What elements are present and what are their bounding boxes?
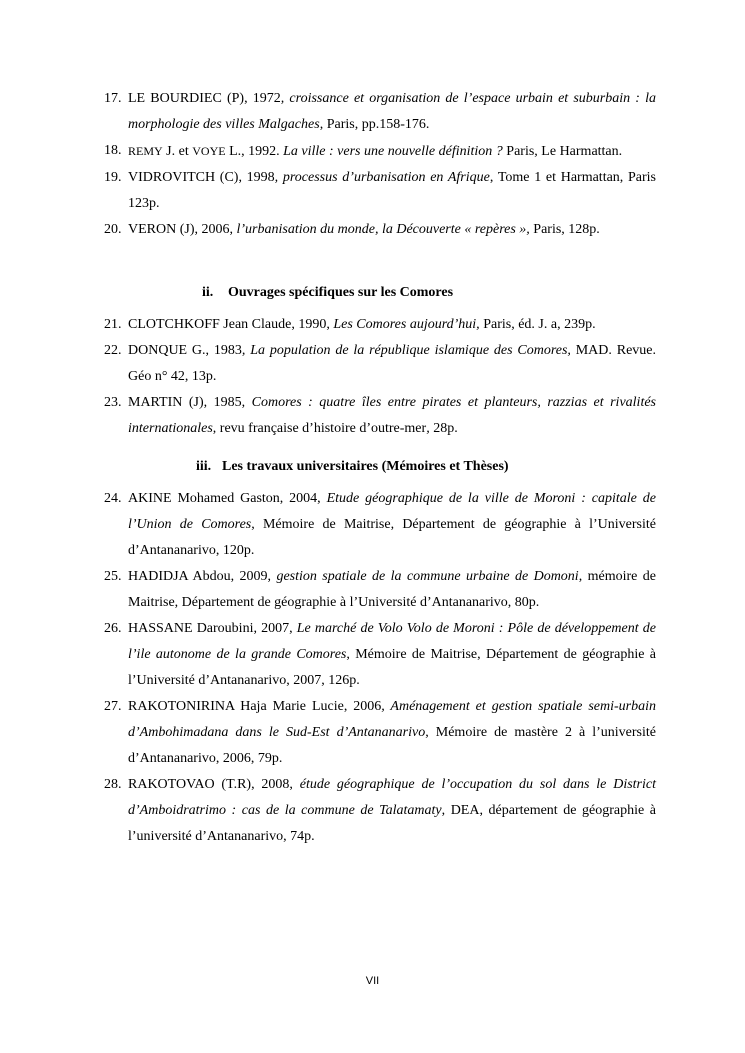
entry-text: REMY	[128, 144, 163, 158]
bibliography-entry	[104, 564, 656, 616]
entry-text: HASSANE Daroubini, 2007,	[128, 621, 297, 636]
bibliography-entry	[104, 217, 656, 243]
entry-title-italic: ,	[426, 421, 430, 436]
bibliography-entry	[104, 138, 656, 165]
entry-text: , mémoire de Maitrise, Département de géographie à l’Université d’Antananarivo, 80p.	[128, 569, 656, 610]
entry-title-italic: étude géographique de l’occupation du sol dans le District d’Amboidratrimo : cas de la commune de Talatamaty	[128, 777, 656, 818]
section-number: iii.	[196, 459, 212, 474]
entry-text: CLOTCHKOFF Jean Claude, 1990,	[128, 317, 334, 332]
bibliography-entry	[104, 338, 656, 390]
entry-number: 22.	[104, 343, 122, 358]
entry-text: Paris, 128p.	[529, 222, 600, 237]
entry-title-italic: l’urbanisation du monde, la Découverte « repères »,	[236, 222, 530, 237]
entry-number: 25.	[104, 569, 122, 584]
section-title: Ouvrages spécifiques sur les Comores	[228, 285, 454, 300]
bibliography-list-general	[104, 86, 656, 243]
entry-number: 24.	[104, 491, 122, 506]
entry-text: HADIDJA Abdou, 2009,	[128, 569, 277, 584]
entry-text: , DEA, département de géographie à l’université d’Antananarivo, 74p.	[128, 803, 656, 844]
section-heading-ii	[202, 283, 453, 303]
entry-title-italic: La ville : vers une nouvelle définition ?	[283, 144, 503, 159]
entry-text: VIDROVITCH (C), 1998	[128, 170, 275, 185]
entry-title-italic: Le marché de Volo Volo de Moroni : Pôle de développement de l’ile autonome de la grande Comores	[128, 621, 656, 662]
section-title: Les travaux universitaires (Mémoires et Thèses)	[222, 459, 509, 474]
entry-text: , Mémoire de Maitrise, Département de géographie à l’Université d’Antananarivo, 120p.	[128, 517, 656, 558]
entry-text: 28p.	[429, 421, 458, 436]
section-heading-iii	[196, 457, 509, 477]
bibliography-entry	[104, 694, 656, 772]
bibliography-entry	[104, 312, 656, 338]
bibliography-entry	[104, 486, 656, 564]
entry-text: AKINE Mohamed Gaston, 2004,	[128, 491, 327, 506]
bibliography-entry	[104, 165, 656, 217]
entry-number: 20.	[104, 222, 122, 237]
entry-title-italic: Les Comores aujourd’hui,	[333, 317, 480, 332]
entry-text: , revu française d’histoire d’outre-mer	[212, 421, 427, 436]
bibliography-entry	[104, 390, 656, 442]
entry-text: , Mémoire de Maitrise, Département de géographie à l’Université d’Antananarivo, 2007, 126p.	[128, 647, 656, 688]
entry-text: MAD. Revue. Géo n° 42, 13p.	[128, 343, 657, 384]
bibliography-list-comores	[104, 312, 656, 442]
entry-text: RAKOTONIRINA Haja Marie Lucie, 2006	[128, 699, 382, 714]
entry-number: 23.	[104, 395, 122, 410]
entry-number: 28.	[104, 777, 122, 792]
entry-text: , Tome 1 et Harmattan, Paris 123p.	[128, 170, 656, 211]
entry-title-italic: , La population de la république islamique des Comores,	[241, 343, 571, 358]
entry-title-italic: , processus d’urbanisation en Afrique	[274, 170, 490, 185]
bibliography-entry	[104, 86, 656, 138]
entry-number: 19.	[104, 170, 122, 185]
page-number: VII	[365, 975, 380, 987]
entry-text: J. et	[162, 144, 193, 159]
entry-number: 17.	[104, 91, 122, 106]
entry-text: DONQUE G., 1983	[128, 343, 242, 358]
entry-number: 18.	[104, 143, 122, 158]
section-number: ii.	[202, 285, 214, 300]
entry-text: VERON (J), 2006,	[128, 222, 237, 237]
entry-title-italic: , croissance et organisation de l’espace urbain et suburbain : la morphologie des villes Malgaches	[128, 91, 657, 132]
entry-number: 26.	[104, 621, 122, 636]
entry-title-italic: Comores : quatre îles entre pirates et planteurs, razzias et rivalités internationales	[128, 395, 656, 436]
entry-text: L., 1992.	[225, 144, 284, 159]
bibliography-entry	[104, 772, 656, 850]
entry-number: 27.	[104, 699, 122, 714]
entry-text: VOYE	[192, 144, 226, 158]
entry-title-italic: , Aménagement et gestion spatiale semi-urbain d’Ambohimadana dans le Sud-Est d’Antananarivo	[128, 699, 656, 740]
entry-text: Paris, éd. J. a, 239p.	[479, 317, 596, 332]
bibliography-list-theses	[104, 486, 656, 850]
entry-text: Paris, Le Harmattan.	[502, 144, 623, 159]
entry-text: , Mémoire de mastère 2 à l’université d’Antananarivo, 2006, 79p.	[128, 725, 656, 766]
entry-text: RAKOTOVAO (T.R), 2008,	[128, 777, 300, 792]
entry-text: MARTIN (J), 1985,	[128, 395, 252, 410]
entry-text: LE BOURDIEC (P), 1972	[128, 91, 281, 106]
entry-title-italic: gestion spatiale de la commune urbaine de Domoni	[276, 569, 579, 584]
bibliography-entry	[104, 616, 656, 694]
entry-text: , Paris, pp.158-176.	[319, 117, 430, 132]
entry-title-italic: Etude géographique de la ville de Moroni : capitale de l’Union de Comores	[128, 491, 656, 532]
entry-number: 21.	[104, 317, 122, 332]
